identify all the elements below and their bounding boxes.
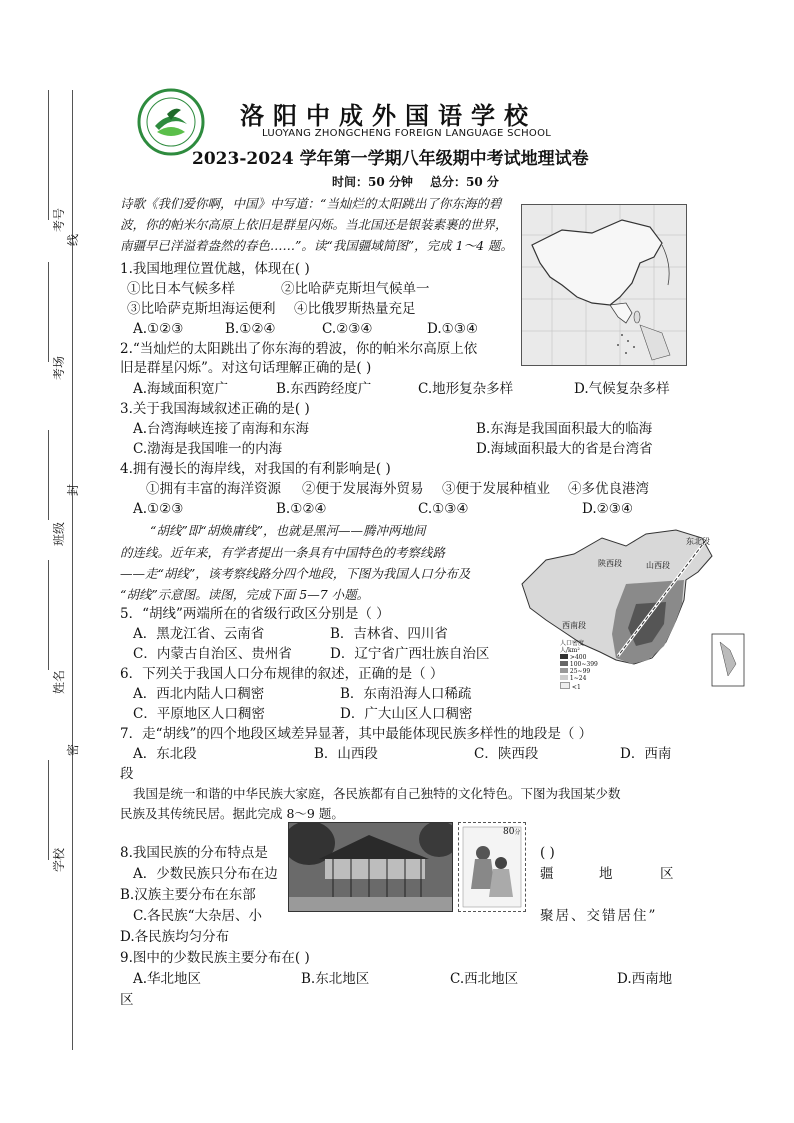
q8-answer-paren: ( ) (540, 845, 555, 861)
label-xingming: 姓名 (52, 669, 66, 694)
label-banji: 班级 (52, 521, 66, 546)
q9-stem: 9.图中的少数民族主要分布在( ) (120, 950, 310, 966)
q1-option-b[interactable]: B.①②④ (225, 321, 276, 337)
exam-title: 2023-2024 学年第一学期八年级期中考试地理试卷 (192, 149, 589, 169)
intro-passage-3-line1: 我国是统一和谐的中华民族大家庭，各民族都有自己独特的文化特色。下图为我国某少数 (133, 786, 621, 801)
q6-option-d[interactable]: D．广大山区人口稠密 (340, 706, 473, 722)
q8-stem: 8.我国民族的分布特点是 (120, 845, 268, 861)
intro-passage-2-line3: ——走“胡线”，该考察线路分四个地段，下图为我国人口分布及 (120, 566, 471, 581)
label-xuexiao: 学校 (52, 847, 66, 872)
q2-option-c[interactable]: C.地形复杂多样 (418, 381, 514, 397)
q6-option-a[interactable]: A．西北内陆人口稠密 (133, 686, 265, 702)
xuexiao-underline (48, 760, 49, 860)
q1-option-a[interactable]: A.①②③ (133, 321, 184, 337)
banji-underline (48, 430, 49, 520)
q1-stem: 1.我国地理位置优越，体现在( ) (120, 261, 310, 277)
q9-option-b[interactable]: B.东北地区 (301, 971, 370, 987)
q2-stem-line2: 旧是群星闪烁”。对这句话理解正确的是( ) (120, 360, 372, 376)
q6-stem: 6．下列关于我国人口分布规律的叙述，正确的是（ ） (120, 666, 444, 682)
q9-option-c[interactable]: C.西北地区 (450, 971, 519, 987)
q8-option-a-tail-1: 疆 (540, 866, 554, 882)
q8-option-c[interactable]: C.各民族“大杂居、小 (133, 908, 263, 924)
q4-item-3: ③便于发展种植业 (442, 481, 550, 497)
legend-item-3: 25~99 (560, 668, 598, 675)
q2-stem-line1: 2.“当灿烂的太阳跳出了你东海的碧波，你的帕米尔高原上依 (120, 341, 478, 357)
stamp-value: 80分 (503, 827, 521, 837)
q1-item-1: ①比日本气候多样 (127, 281, 235, 297)
q3-stem: 3.关于我国海域叙述正确的是( ) (120, 401, 310, 417)
q5-option-a[interactable]: A．黑龙江省、云南省 (133, 626, 265, 642)
q3-option-a[interactable]: A.台湾海峡连接了南海和东海 (133, 421, 310, 437)
q6-option-c[interactable]: C．平原地区人口稠密 (133, 706, 265, 722)
population-hu-line-map (516, 524, 746, 691)
q6-option-b[interactable]: B．东南沿海人口稀疏 (340, 686, 472, 702)
legend-item-2: 100~399 (560, 661, 598, 668)
q1-item-2: ②比哈萨克斯坦气候单一 (281, 281, 430, 297)
intro-passage-2-line1: “胡线”即“胡焕庸线”，也就是黑河——腾冲两地间 (150, 523, 426, 538)
q1-option-d[interactable]: D.①③④ (427, 321, 478, 337)
q1-item-4: ④比俄罗斯热量充足 (294, 301, 416, 317)
label-kaochang: 考场 (52, 355, 66, 380)
q3-option-c[interactable]: C.渤海是我国唯一的内海 (133, 441, 283, 457)
q7-option-d[interactable]: D．西南 (620, 746, 672, 762)
q7-stem: 7．走“胡线”的四个地段区域差异显著，其中最能体现民族多样性的地段是（ ） (120, 726, 593, 742)
legend-item-5: <1 (560, 682, 598, 691)
kaochang-underline (48, 262, 49, 362)
q5-stem: 5．“胡线”两端所在的省级行政区分别是（ ） (120, 606, 390, 622)
china-territory-map (521, 204, 687, 366)
q7-option-a[interactable]: A．东北段 (133, 746, 197, 762)
school-name-en: LUOYANG ZHONGCHENG FOREIGN LANGUAGE SCHOOL (262, 128, 552, 139)
exam-time: 时间：50 分钟 (332, 175, 413, 189)
intro-passage-2-line2: 的连线。近年来，有学者提出一条具有中国特色的考察线路 (120, 545, 446, 560)
map-legend (560, 640, 598, 691)
q8-option-a[interactable]: A．少数民族只分布在边 (133, 866, 278, 882)
q4-option-b[interactable]: B.①②④ (276, 501, 327, 517)
label-xian: 线 (66, 233, 80, 246)
exam-score: 总分：50 分 (430, 175, 499, 189)
map-label-southwest: 西南段 (562, 621, 586, 630)
q9-option-d[interactable]: D.西南地 (617, 971, 673, 987)
q7-option-d-wrap: 段 (120, 766, 134, 782)
q4-stem: 4.拥有漫长的海岸线，对我国的有利影响是( ) (120, 461, 391, 477)
legend-item-4: 1~24 (560, 675, 598, 682)
school-name: 洛阳中成外国语学校 (240, 101, 537, 130)
map-label-shanxi: 山西段 (646, 561, 670, 570)
legend-item-1: >400 (560, 654, 598, 661)
q2-option-b[interactable]: B.东西跨经度广 (276, 381, 372, 397)
q5-option-d[interactable]: D．辽宁省广西壮族自治区 (330, 646, 490, 662)
q4-option-d[interactable]: D.②③④ (582, 501, 633, 517)
label-mi: 密 (66, 743, 80, 756)
q8-option-b[interactable]: B.汉族主要分布在东部 (120, 887, 256, 903)
xingming-underline (48, 560, 49, 670)
q3-option-d[interactable]: D.海域面积最大的省是台湾省 (476, 441, 653, 457)
legend-unit: 人/km² (560, 647, 580, 654)
q4-item-2: ②便于发展海外贸易 (302, 481, 424, 497)
q1-item-3: ③比哈萨克斯坦海运便利 (127, 301, 276, 317)
q5-option-c[interactable]: C．内蒙古自治区、贵州省 (133, 646, 292, 662)
map-label-northeast: 东北段 (686, 537, 710, 546)
q7-option-c[interactable]: C．陕西段 (474, 746, 539, 762)
q4-option-c[interactable]: C.①③④ (418, 501, 469, 517)
q8-option-a-tail-3: 区 (660, 866, 674, 882)
q4-item-1: ①拥有丰富的海洋资源 (146, 481, 281, 497)
intro-passage-2-line4: “胡线”示意图。读图，完成下面 5—7 小题。 (120, 587, 370, 602)
q2-option-d[interactable]: D.气候复杂多样 (574, 381, 670, 397)
ethnic-stamp-image (458, 822, 526, 912)
label-kaohao: 考号 (52, 207, 66, 232)
legend-title: 人口密度 (560, 640, 585, 647)
q8-option-d[interactable]: D.各民族均匀分布 (120, 929, 230, 945)
q3-option-b[interactable]: B.东海是我国面积最大的临海 (476, 421, 653, 437)
q8-option-c-tail: 聚居、交错居住” (540, 908, 658, 924)
q1-option-c[interactable]: C.②③④ (322, 321, 373, 337)
label-feng: 封 (66, 483, 80, 496)
q9-option-a[interactable]: A.华北地区 (133, 971, 202, 987)
q2-option-a[interactable]: A.海域面积宽广 (133, 381, 229, 397)
intro-passage-3-line2: 民族及其传统民居。据此完成 8～9 题。 (120, 806, 344, 821)
traditional-house-photo (288, 822, 453, 912)
q4-item-4: ④多优良港湾 (568, 481, 649, 497)
map-label-shaanxi: 陕西段 (598, 559, 622, 568)
intro-passage-1: 诗歌《我们爱你啊，中国》中写道：“当灿烂的太阳跳出了你东海的碧波，你的帕米尔高原上依旧是群星闪烁。当北国还是银装素裹的世界，南疆早已洋溢着盎然的春色……”。读“我国疆域简图”，完成 1～4 题。 (120, 196, 514, 253)
q9-option-d-wrap: 区 (120, 992, 134, 1008)
q4-option-a[interactable]: A.①②③ (133, 501, 184, 517)
name-underline (48, 90, 49, 220)
q5-option-b[interactable]: B．吉林省、四川省 (330, 626, 448, 642)
q8-option-a-tail-2: 地 (599, 866, 613, 882)
q7-option-b[interactable]: B．山西段 (314, 746, 378, 762)
